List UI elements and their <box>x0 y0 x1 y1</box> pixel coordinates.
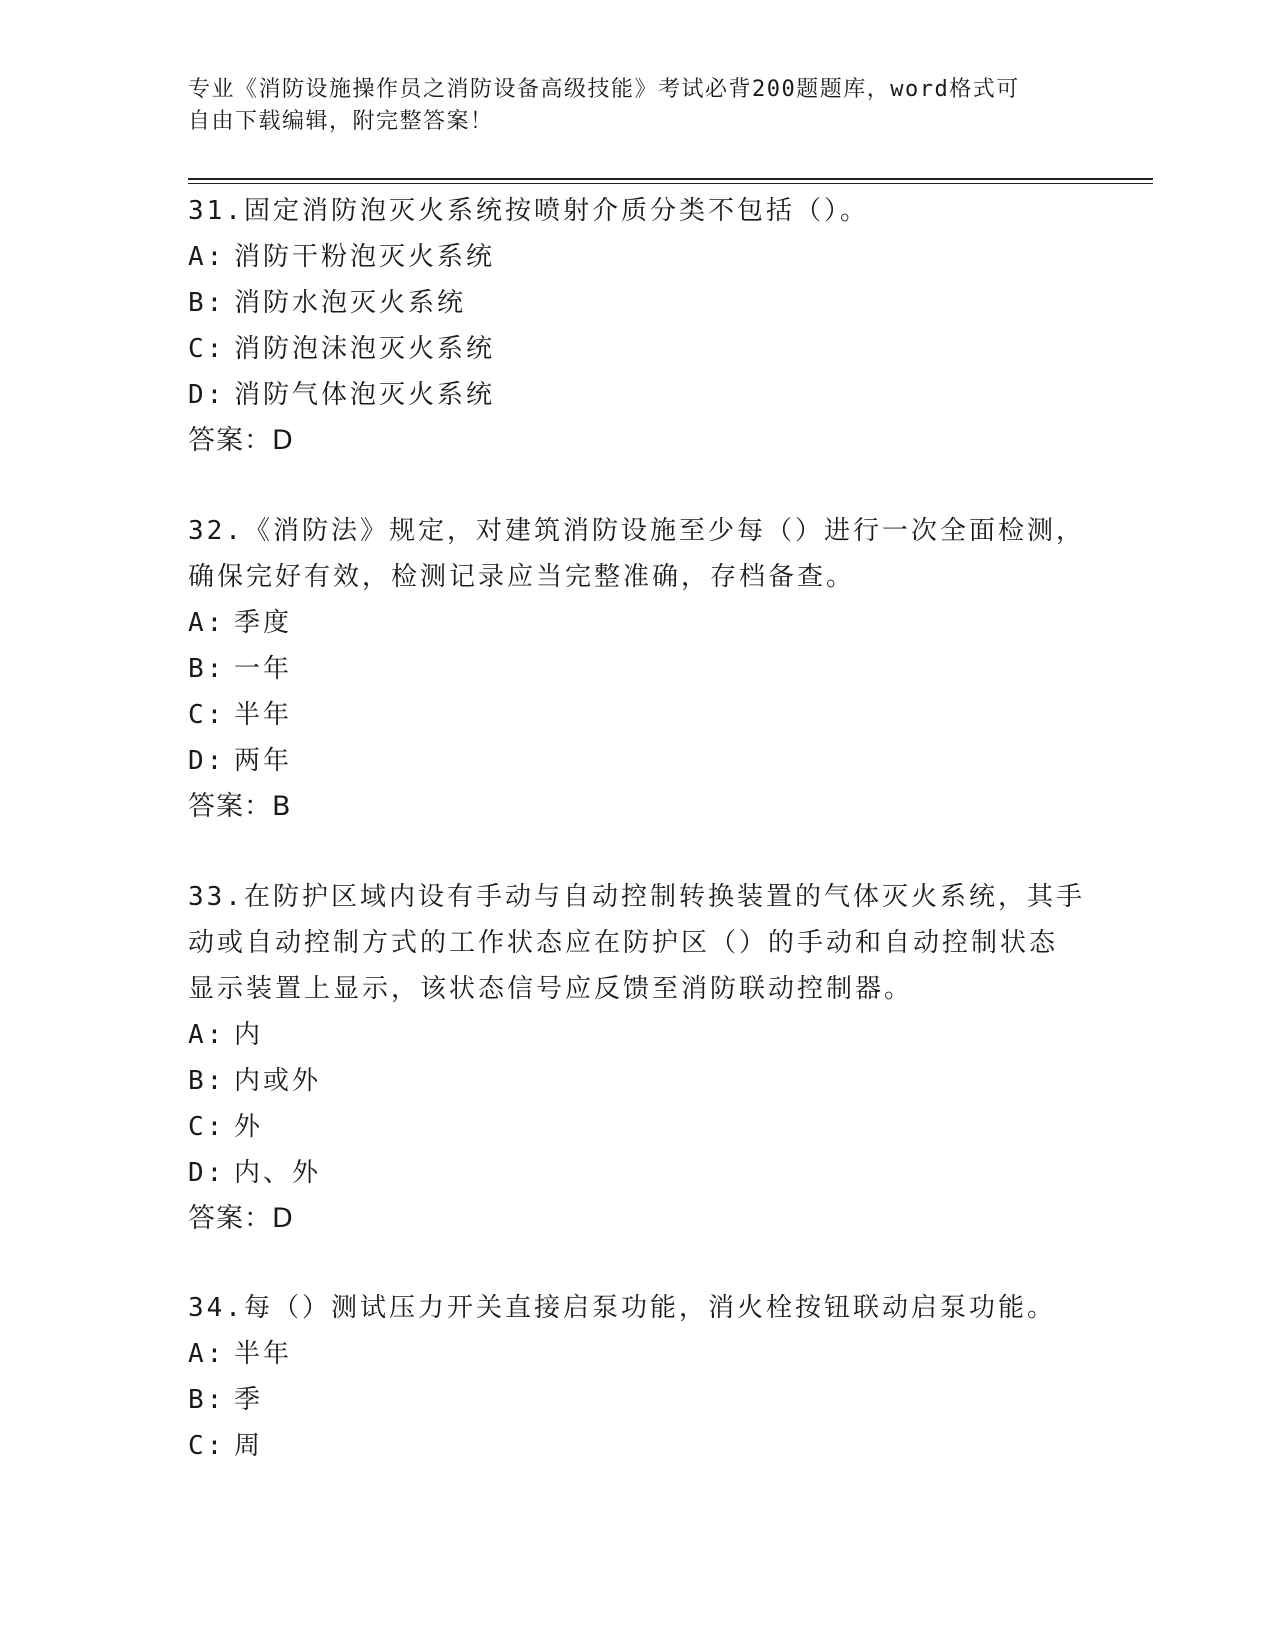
question-32 <box>188 508 1088 830</box>
option-c <box>188 692 1088 738</box>
option-d <box>188 372 1088 418</box>
option-text: 消防气体泡灭火系统 <box>234 380 496 410</box>
option-letter: A: <box>188 608 226 638</box>
header-divider-thick <box>188 178 1153 180</box>
option-letter: D: <box>188 1158 226 1188</box>
header-line-2: 自由下载编辑，附完整答案！ <box>188 109 494 134</box>
answer: 答案：D <box>188 425 294 456</box>
option-text: 半年 <box>234 1339 293 1369</box>
option-letter: A: <box>188 1339 226 1369</box>
question-31 <box>188 188 1088 464</box>
option-text: 一年 <box>234 654 293 684</box>
option-a <box>188 234 1088 280</box>
header-divider-thin <box>188 183 1153 184</box>
option-letter: B: <box>188 1385 226 1415</box>
question-stem-line-2: 动或自动控制方式的工作状态应在防护区（）的手动和自动控制状态 <box>188 928 1059 958</box>
question-stem-line-1: 33.在防护区域内设有手动与自动控制转换装置的气体灭火系统，其手 <box>188 882 1085 912</box>
option-text: 周 <box>234 1431 264 1461</box>
option-a <box>188 600 1088 646</box>
option-a <box>188 1012 1088 1058</box>
option-text: 两年 <box>234 746 293 776</box>
answer: 答案：D <box>188 1203 294 1234</box>
option-text: 季 <box>234 1385 264 1415</box>
option-letter: A: <box>188 242 226 272</box>
document-header <box>188 74 1068 138</box>
question-33 <box>188 874 1088 1242</box>
option-text: 消防干粉泡灭火系统 <box>234 242 496 272</box>
option-text: 季度 <box>234 608 293 638</box>
option-b <box>188 1377 1088 1423</box>
option-text: 内或外 <box>234 1066 322 1096</box>
option-letter: C: <box>188 334 226 364</box>
option-letter: B: <box>188 654 226 684</box>
option-letter: C: <box>188 1431 226 1461</box>
answer: 答案：B <box>188 791 292 822</box>
option-letter: D: <box>188 746 226 776</box>
option-d <box>188 1150 1088 1196</box>
question-stem: 31.固定消防泡灭火系统按喷射介质分类不包括（）。 <box>188 196 869 226</box>
question-stem: 34.每（）测试压力开关直接启泵功能，消火栓按钮联动启泵功能。 <box>188 1293 1056 1323</box>
option-letter: C: <box>188 1112 226 1142</box>
option-letter: D: <box>188 380 226 410</box>
option-letter: B: <box>188 1066 226 1096</box>
option-text: 消防泡沫泡灭火系统 <box>234 334 496 364</box>
option-text: 消防水泡灭火系统 <box>234 288 467 318</box>
option-b <box>188 646 1088 692</box>
option-text: 内、外 <box>234 1158 322 1188</box>
header-line-1: 专业《消防设施操作员之消防设备高级技能》考试必背200题题库，word格式可 <box>188 77 1020 102</box>
option-text: 外 <box>234 1112 264 1142</box>
question-stem-line-2: 确保完好有效，检测记录应当完整准确，存档备查。 <box>188 562 856 592</box>
option-c <box>188 1104 1088 1150</box>
option-c <box>188 326 1088 372</box>
option-text: 半年 <box>234 700 293 730</box>
option-b <box>188 1058 1088 1104</box>
option-text: 内 <box>234 1020 264 1050</box>
option-letter: B: <box>188 288 226 318</box>
option-letter: A: <box>188 1020 226 1050</box>
option-d <box>188 738 1088 784</box>
option-a <box>188 1331 1088 1377</box>
question-stem-line-3: 显示装置上显示，该状态信号应反馈至消防联动控制器。 <box>188 974 914 1004</box>
question-stem-line-1: 32.《消防法》规定，对建筑消防设施至少每（）进行一次全面检测， <box>188 516 1085 546</box>
question-34 <box>188 1285 1088 1469</box>
option-b <box>188 280 1088 326</box>
option-c <box>188 1423 1088 1469</box>
option-letter: C: <box>188 700 226 730</box>
